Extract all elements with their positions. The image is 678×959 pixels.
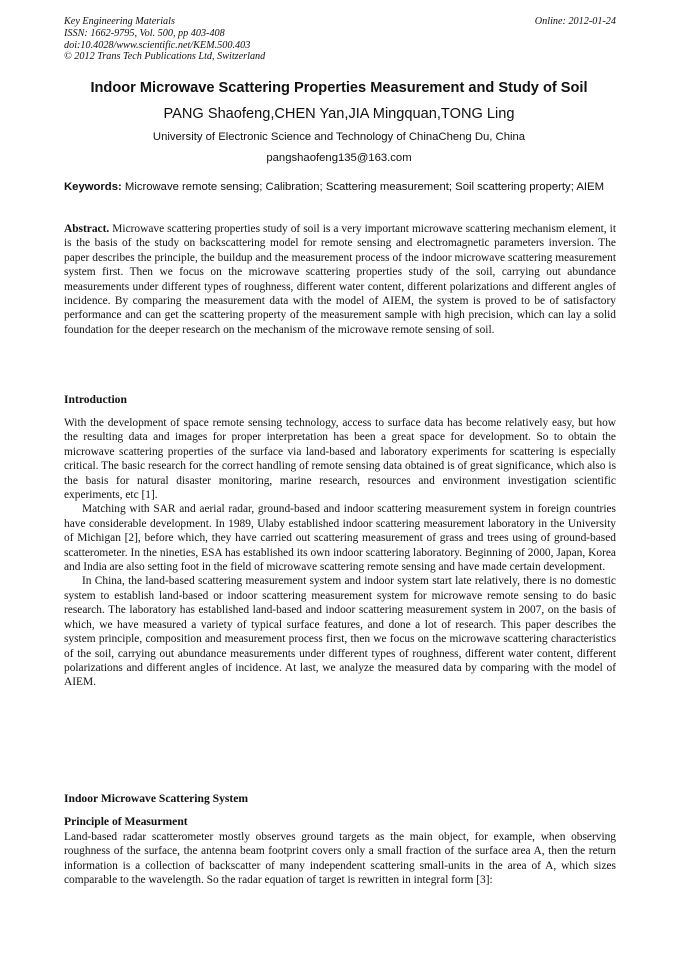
paper-title: Indoor Microwave Scattering Properties Measurement and Study of Soil (90, 80, 588, 96)
abstract-label: Abstract. (64, 223, 110, 235)
intro-heading: Introduction (64, 393, 127, 406)
principle-subheading: Principle of Measurment (64, 815, 188, 828)
keywords-text: Microwave remote sensing; Calibration; Scattering measurement; Soil scattering property; AIEM (124, 181, 604, 193)
journal-header (64, 16, 616, 63)
intro-section (64, 416, 616, 690)
intro-paragraph-2: Matching with SAR and aerial radar, ground-based and indoor scattering measurement system in foreign countries have considerable development. In 1989, Ulaby established indoor scattering measurement laboratory in the University of Michigan [2], before which, they have carried out scattering measurement of grass and trees using of ground-based scatterometer. In the nineties, ESA has established its own indoor scattering laboratory. Beginning of 2000, Japan, Korea and India are also setting foot in the field of microwave scattering remote sensing and have made certain development. (64, 503, 616, 574)
system-heading: Indoor Microwave Scattering System (64, 792, 249, 805)
paper-affiliation: University of Electronic Science and Technology of ChinaCheng Du, China (152, 131, 526, 143)
intro-paragraph-1: With the development of space remote sensing technology, access to surface data has become relatively easy, but how the resulting data and images for proper interpretation has been a great space for development. So to obtain the microwave scattering properties of the surface via land-based and laboratory experiments for scattering is especially critical. The basic research for the correct handling of remote sensing data obtained is of great significance, which also is the basis for natural disaster monitoring, marine research, resources and environment investigation scientific experiments, etc [1]. (64, 417, 616, 502)
keywords (64, 180, 616, 195)
system-paragraph-1: Land-based radar scatterometer mostly observes ground targets as the main object, for example, when observing roughness of the surface, the antenna beam footprint covers only a small fraction of the surface area A, then the return information is a collection of backscatter of many independent scattering small-units in the area of A, which sizes comparable to the wavelength. So the radar equation of target is rewritten in integral form [3]: (64, 831, 616, 887)
keywords-label: Keywords: (64, 181, 122, 193)
journal-issn: ISSN: 1662-9795, Vol. 500, pp 403-408 (64, 27, 225, 39)
author-email: pangshaofeng135@163.com (266, 152, 412, 164)
journal-doi: doi:10.4028/www.scientific.net/KEM.500.403 (64, 39, 251, 51)
online-date: Online: 2012-01-24 (534, 16, 616, 27)
intro-paragraph-3: In China, the land-based scattering measurement system and indoor system start late relatively, there is no domestic system to establish land-based or indoor scattering measurement system for microwave remote sensing to do basic research. The laboratory has established land-based and indoor scattering measurement system in 2007, on the basis of which, we have measured a variety of typical surface features, and done a lot of research. This paper describes the system principle, composition and measurement process first, then we focus on the microwave scattering characteristics of the soil, carrying out abundance measurements under different types of roughness, different water content, different polarizations and different angles of incidence. At last, we analyze the measured data by comparing with the model of AIEM. (64, 575, 616, 689)
journal-name: Key Engineering Materials (64, 16, 175, 27)
abstract (64, 222, 616, 337)
abstract-text: Microwave scattering properties study of soil is a very important microwave scattering mechanism element, it is the basis of the study on backscattering model for remote sensing and electromagnetic parameters inversion. The paper describes the principle, the buildup and the measurement process of the indoor microwave scattering measurement system first. Then we focus on the microwave scattering properties study of the soil, carrying out abundance measurements under different types of roughness, different water content, different polarizations and different angles of incidence. By comparing the measurement data with the model of AIEM, the system is proved to be of satisfactory performance and can get the scattering property of the measurement sample with high precision, which can lay a solid foundation for the deeper research on the mechanism of the microwave remote sensing of soil. (64, 223, 616, 336)
journal-copyright: © 2012 Trans Tech Publications Ltd, Switzerland (64, 51, 266, 63)
paper-authors: PANG Shaofeng,CHEN Yan,JIA Mingquan,TONG Ling (163, 106, 515, 122)
system-section (64, 830, 616, 888)
